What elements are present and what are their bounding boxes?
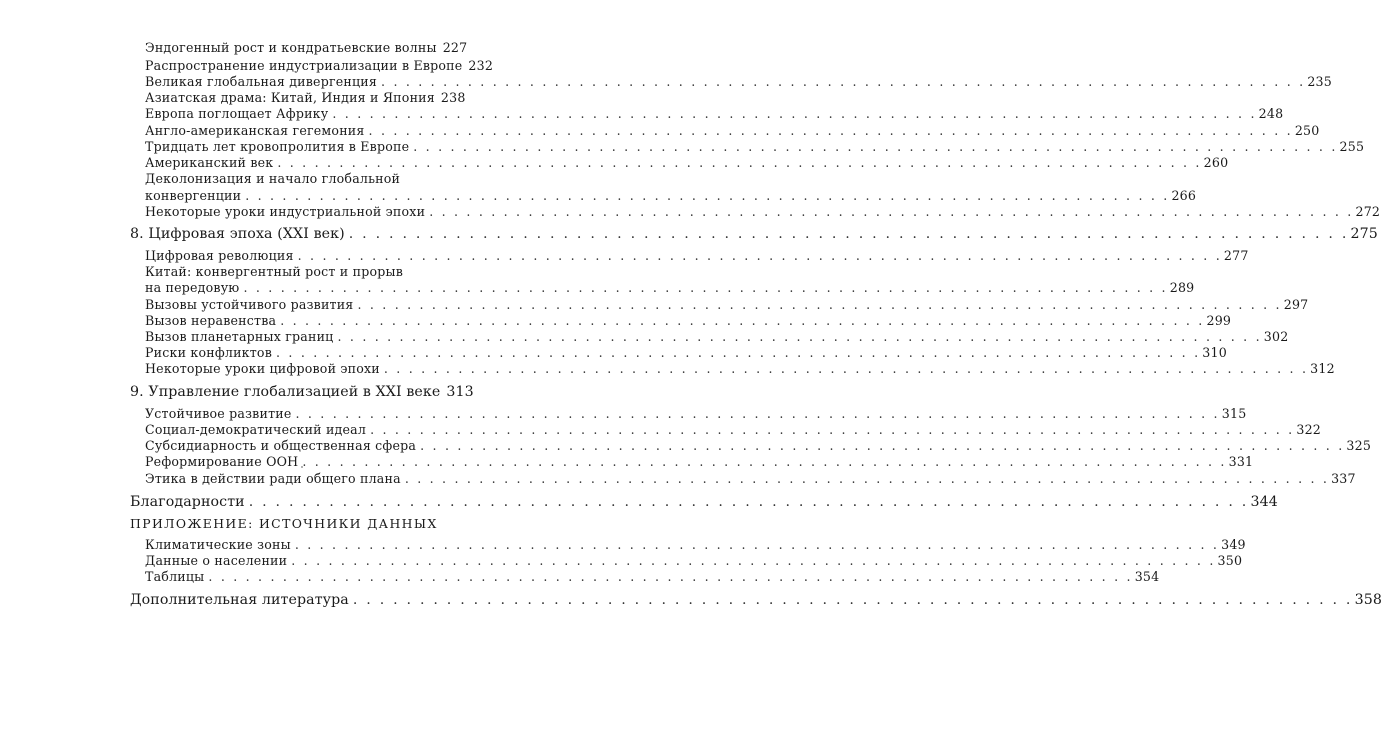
dot-leader	[353, 592, 1353, 608]
page-number: 266	[1171, 188, 1197, 203]
toc-entry-title-line: Деколонизация и начало глобальной	[145, 171, 401, 186]
entry-title: Субсидиарность и общественная сфера	[145, 438, 417, 453]
chapter-title: Благодарности	[130, 494, 245, 510]
dot-leader	[277, 155, 1201, 170]
entry-title: Этика в действии ради общего плана	[145, 471, 401, 486]
decorative-dot	[301, 466, 303, 468]
entry-title: Устойчивое развитие	[145, 406, 292, 421]
dot-leader	[413, 139, 1337, 154]
entry-title: Вызовы устойчивого развития	[145, 297, 354, 312]
page-number: 354	[1134, 569, 1160, 584]
entry-title: Тридцать лет кровопролития в Европе	[145, 139, 410, 154]
entry-title: Некоторые уроки индустриальной эпохи	[145, 204, 426, 219]
toc-entry	[145, 123, 1320, 138]
entry-title: Европа поглощает Африку	[145, 106, 329, 121]
toc-entry-title-line: Китай: конвергентный рост и прорыв	[145, 264, 404, 279]
toc-entry	[145, 345, 1227, 360]
toc-entry	[145, 471, 1356, 486]
dot-leader	[332, 106, 1256, 121]
page-number: 349	[1221, 537, 1246, 552]
dot-leader	[249, 494, 1249, 510]
toc-entry	[145, 313, 1232, 328]
entry-title: конвергенции	[145, 188, 242, 203]
dot-leader	[295, 537, 1219, 552]
chapter-title: 8. Цифровая эпоха (XXI век)	[130, 226, 345, 242]
toc-chapter	[130, 494, 1278, 510]
entry-title: Цифровая революция	[145, 248, 294, 263]
toc-entry	[145, 106, 1284, 121]
toc-entry	[145, 422, 1321, 437]
toc-entry	[145, 280, 1195, 295]
toc-entry	[145, 329, 1289, 344]
dot-leader	[302, 454, 1226, 469]
dot-leader	[405, 471, 1329, 486]
page-number: 235	[1307, 74, 1332, 89]
dot-leader	[280, 313, 1204, 328]
chapter-title: Дополнительная литература	[130, 592, 349, 608]
entry-title: Риски конфликтов	[145, 345, 272, 360]
entry-title: Данные о населении	[145, 553, 288, 568]
page-number: 227	[442, 40, 468, 55]
entry-title: Вызов планетарных границ	[145, 329, 334, 344]
toc-entry	[145, 537, 1246, 552]
page-number: 255	[1339, 139, 1365, 154]
page-number: 238	[440, 90, 466, 105]
page-number: 299	[1206, 313, 1232, 328]
page-number: 250	[1294, 123, 1320, 138]
entry-title: Вызов неравенства	[145, 313, 277, 328]
page-number: 337	[1331, 471, 1356, 486]
dot-leader	[245, 188, 1169, 203]
dot-leader	[369, 123, 1293, 138]
toc-entry	[145, 58, 494, 73]
dot-leader	[298, 248, 1222, 263]
toc-entry	[145, 40, 468, 55]
page-number: 297	[1283, 297, 1309, 312]
entry-title: Реформирование ООН	[145, 454, 299, 469]
page-number: 277	[1223, 248, 1249, 263]
toc-chapter	[130, 384, 474, 400]
toc-entry	[145, 454, 1254, 469]
dot-leader	[208, 569, 1132, 584]
dot-leader	[381, 74, 1305, 89]
entry-title: Великая глобальная дивергенция	[145, 74, 378, 89]
page-number: 310	[1202, 345, 1227, 360]
toc-entry	[145, 204, 1381, 219]
dot-leader	[276, 345, 1200, 360]
page-number: 344	[1250, 494, 1278, 510]
page-number: 275	[1350, 226, 1378, 242]
page-number: 358	[1354, 592, 1382, 608]
entry-title: Социал-демократический идеал	[145, 422, 367, 437]
toc-chapter	[130, 226, 1378, 242]
page-number: 331	[1228, 454, 1254, 469]
page-number: 325	[1346, 438, 1372, 453]
toc-entry	[145, 297, 1309, 312]
page-number: 312	[1310, 361, 1335, 376]
toc-entry	[145, 406, 1247, 421]
toc-entry	[145, 139, 1365, 154]
toc-entry	[145, 155, 1229, 170]
toc-entry	[145, 553, 1243, 568]
page-number: 302	[1263, 329, 1289, 344]
entry-title: на передовую	[145, 280, 240, 295]
dot-leader	[370, 422, 1294, 437]
entry-title: Американский век	[145, 155, 274, 170]
dot-leader	[243, 280, 1167, 295]
dot-leader	[429, 204, 1353, 219]
page-number: 232	[468, 58, 494, 73]
toc-entry	[145, 74, 1332, 89]
entry-title: Эндогенный рост и кондратьевские волны	[145, 40, 437, 55]
entry-title: Азиатская драма: Китай, Индия и Япония	[145, 90, 435, 105]
page-number: 350	[1217, 553, 1243, 568]
dot-leader	[295, 406, 1219, 421]
chapter-title: 9. Управление глобализацией в XXI веке	[130, 384, 441, 400]
section-heading: ПРИЛОЖЕНИЕ: ИСТОЧНИКИ ДАННЫХ	[130, 516, 438, 531]
entry-title: Некоторые уроки цифровой эпохи	[145, 361, 380, 376]
toc-entry	[145, 90, 466, 105]
page-number: 322	[1296, 422, 1321, 437]
page-number: 272	[1355, 204, 1381, 219]
page-number: 248	[1258, 106, 1284, 121]
page-number: 313	[446, 384, 474, 400]
dot-leader	[291, 553, 1215, 568]
page-number: 260	[1203, 155, 1229, 170]
dot-leader	[349, 226, 1349, 242]
dot-leader	[384, 361, 1308, 376]
toc-entry	[145, 361, 1335, 376]
dot-leader	[420, 438, 1344, 453]
page-number: 289	[1169, 280, 1195, 295]
toc-chapter	[130, 592, 1382, 608]
dot-leader	[357, 297, 1281, 312]
entry-title: Таблицы	[145, 569, 205, 584]
entry-title: Климатические зоны	[145, 537, 291, 552]
page-number: 315	[1221, 406, 1247, 421]
toc-entry	[145, 188, 1197, 203]
toc-entry	[145, 569, 1160, 584]
toc-entry	[145, 438, 1372, 453]
dot-leader	[338, 329, 1262, 344]
entry-title: Англо-американская гегемония	[145, 123, 365, 138]
entry-title: Распространение индустриализации в Европе	[145, 58, 463, 73]
toc-entry	[145, 248, 1249, 263]
